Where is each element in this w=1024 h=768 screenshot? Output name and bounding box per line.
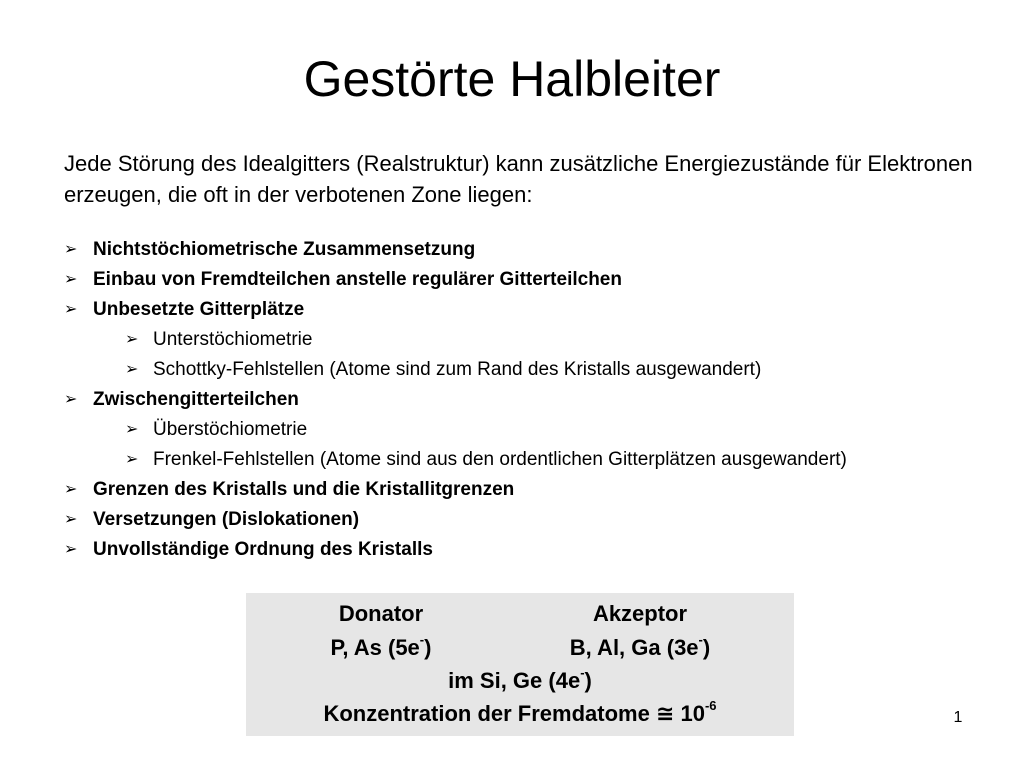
bullet-item-interstitials bbox=[64, 385, 1014, 415]
dopant-header-row bbox=[246, 597, 794, 631]
concentration-text: Konzentration der Fremdatome ≅ 10 bbox=[323, 701, 705, 726]
page-number: 1 bbox=[953, 709, 963, 726]
sub-bullet-item-overstoichiometry bbox=[64, 415, 1014, 445]
bullet-text: Überstöchiometrie bbox=[153, 419, 308, 440]
sub-bullet-item-understoichiometry bbox=[64, 325, 1014, 355]
donator-charge-superscript: - bbox=[419, 631, 425, 647]
arrow-bullet-icon: ➢ bbox=[125, 331, 139, 348]
arrow-bullet-icon: ➢ bbox=[64, 301, 78, 318]
host-close-paren: ) bbox=[584, 668, 592, 693]
bullet-text: Grenzen des Kristalls und die Kristallitgrenzen bbox=[93, 479, 515, 500]
akzeptor-charge-superscript: - bbox=[698, 631, 703, 647]
host-material-text: im Si, Ge (4e bbox=[448, 668, 581, 693]
bullet-text: Frenkel-Fehlstellen (Atome sind aus den ordentlichen Gitterplätzen ausgewandert) bbox=[153, 449, 847, 470]
akzeptor-elements-text: B, Al, Ga (3e bbox=[569, 635, 699, 660]
sub-bullet-item-schottky bbox=[64, 355, 1014, 385]
slide-title: Gestörte Halbleiter bbox=[303, 51, 721, 107]
bullet-item-foreign-particles bbox=[64, 265, 1014, 295]
arrow-bullet-icon: ➢ bbox=[125, 421, 139, 438]
bullet-item-incomplete-order bbox=[64, 535, 1014, 565]
concentration-exponent: -6 bbox=[704, 697, 717, 713]
host-charge-superscript: - bbox=[580, 664, 585, 680]
arrow-bullet-icon: ➢ bbox=[64, 391, 78, 408]
donator-close-paren: ) bbox=[424, 635, 432, 660]
arrow-bullet-icon: ➢ bbox=[125, 451, 139, 468]
bullet-text: Unterstöchiometrie bbox=[153, 329, 313, 350]
bullet-text: Zwischengitterteilchen bbox=[93, 389, 299, 410]
arrow-bullet-icon: ➢ bbox=[64, 481, 78, 498]
donator-elements bbox=[286, 631, 476, 665]
arrow-bullet-icon: ➢ bbox=[64, 511, 78, 528]
host-material-row bbox=[246, 664, 794, 698]
donator-elements-text: P, As (5e bbox=[330, 635, 420, 660]
bullet-item-crystal-boundaries bbox=[64, 475, 1014, 505]
bullet-text: Unvollständige Ordnung des Kristalls bbox=[93, 539, 433, 560]
dopant-elements-row bbox=[246, 631, 794, 665]
sub-bullet-item-frenkel bbox=[64, 445, 1014, 475]
bullet-text: Nichtstöchiometrische Zusammensetzung bbox=[93, 239, 476, 260]
concentration bbox=[246, 697, 794, 731]
bullet-text: Versetzungen (Dislokationen) bbox=[93, 509, 360, 530]
bullet-item-nonstoichiometric bbox=[64, 235, 1014, 265]
arrow-bullet-icon: ➢ bbox=[64, 241, 78, 258]
akzeptor-elements bbox=[540, 631, 740, 665]
dopant-info-box bbox=[246, 593, 794, 736]
akzeptor-label: Akzeptor bbox=[592, 601, 688, 626]
arrow-bullet-icon: ➢ bbox=[125, 361, 139, 378]
akzeptor-close-paren: ) bbox=[702, 635, 711, 660]
donator-label: Donator bbox=[338, 601, 424, 626]
bullet-list bbox=[64, 235, 1014, 565]
bullet-item-vacancies bbox=[64, 295, 1014, 325]
arrow-bullet-icon: ➢ bbox=[64, 271, 78, 288]
bullet-item-dislocations bbox=[64, 505, 1014, 535]
bullet-text: Einbau von Fremdteilchen anstelle regulärer Gitterteilchen bbox=[93, 269, 622, 290]
bullet-text: Schottky-Fehlstellen (Atome sind zum Rand des Kristalls ausgewandert) bbox=[153, 359, 762, 380]
intro-paragraph: Jede Störung des Idealgitters (Realstruktur) kann zusätzliche Energiezustände für Elektronen erzeugen, die oft in der verbotenen Zone liegen: bbox=[64, 151, 973, 207]
arrow-bullet-icon: ➢ bbox=[64, 541, 78, 558]
host-material bbox=[246, 664, 794, 698]
bullet-text: Unbesetzte Gitterplätze bbox=[93, 299, 305, 320]
concentration-row bbox=[246, 697, 794, 731]
